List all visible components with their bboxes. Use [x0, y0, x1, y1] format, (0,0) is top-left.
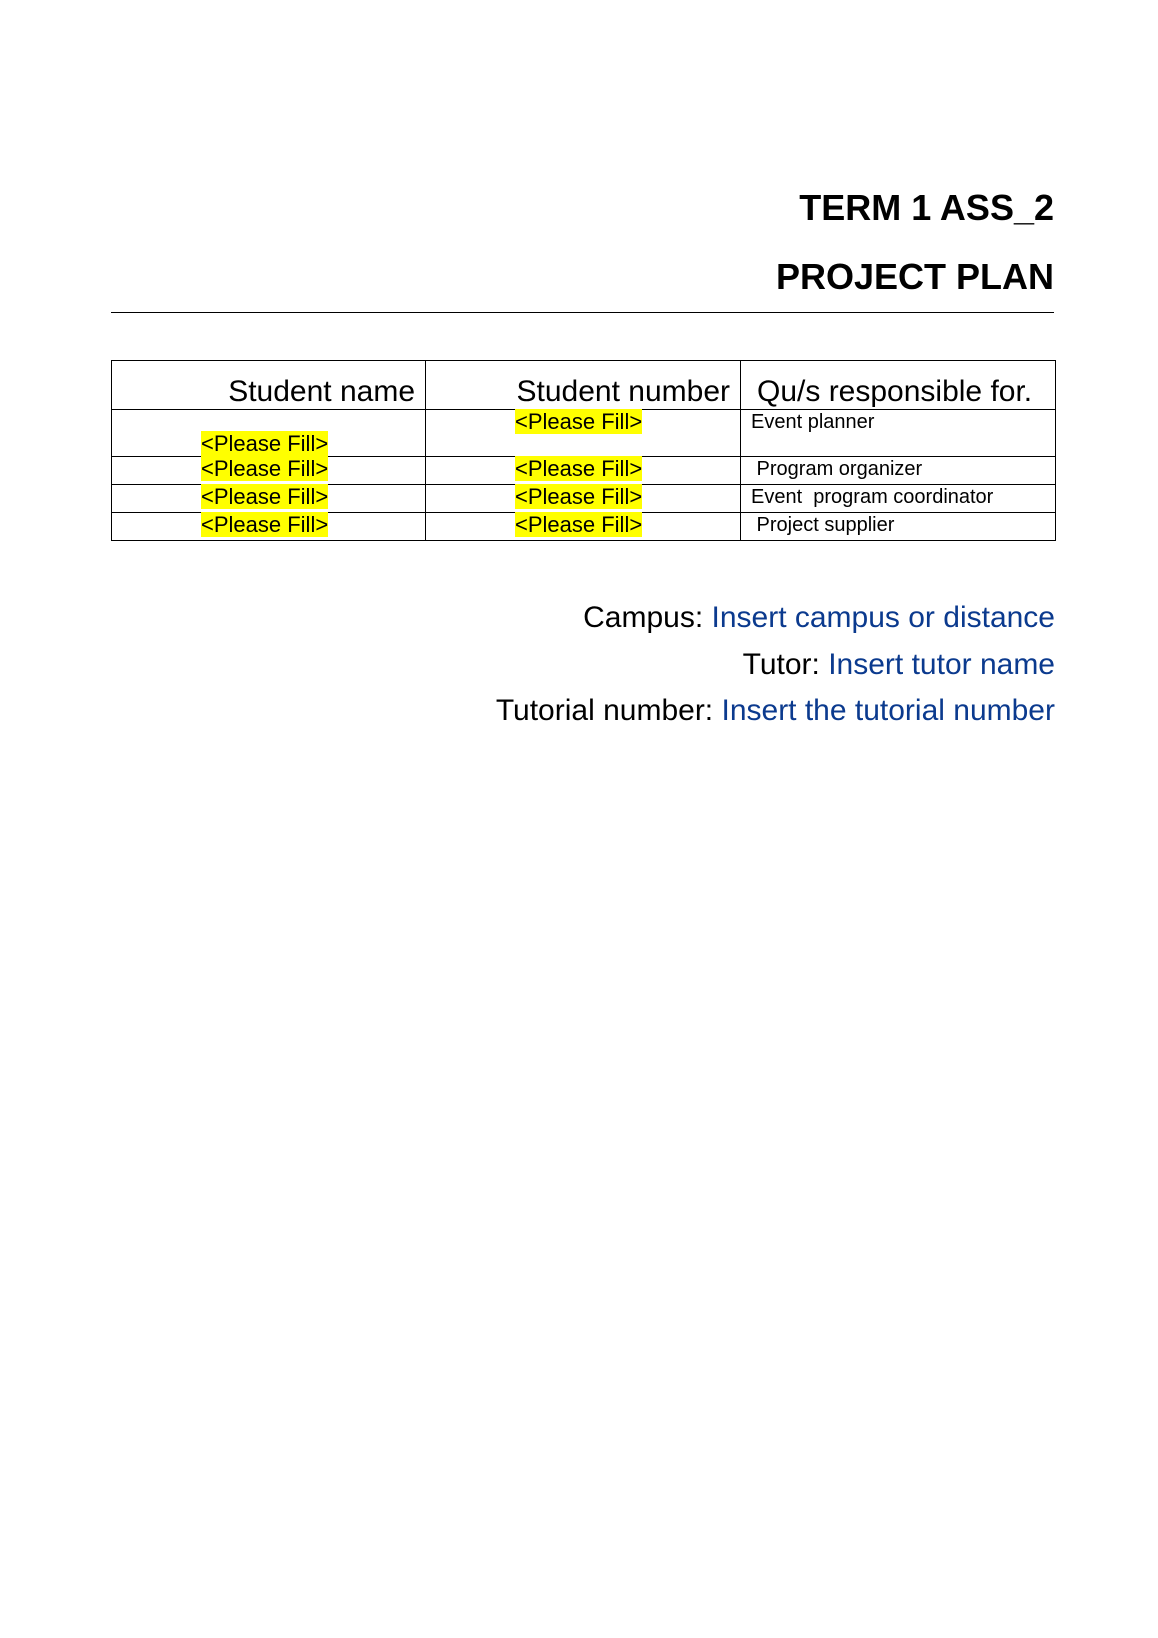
student-number-cell[interactable]: [426, 513, 741, 541]
student-name-cell[interactable]: [112, 513, 426, 541]
role-cell: Event planner: [741, 410, 1056, 457]
tutor-label: Tutor:: [742, 648, 829, 681]
campus-value[interactable]: Insert campus or distance: [711, 601, 1055, 634]
tutorial-value[interactable]: Insert the tutorial number: [721, 694, 1055, 727]
student-name-cell[interactable]: [112, 457, 426, 485]
student-table: [111, 360, 1056, 541]
campus-line: [111, 600, 1055, 636]
table-row: [112, 513, 1056, 541]
student-number-cell[interactable]: [426, 485, 741, 513]
campus-label: Campus:: [583, 601, 712, 634]
student-number-cell[interactable]: [426, 410, 741, 457]
student-number-placeholder[interactable]: <Please Fill>: [515, 484, 643, 509]
student-number-cell[interactable]: [426, 457, 741, 485]
student-name-cell[interactable]: [112, 410, 426, 457]
table-header-row: [112, 361, 1056, 410]
role-cell: Project supplier: [741, 513, 1056, 541]
student-name-placeholder[interactable]: <Please Fill>: [201, 512, 329, 537]
student-number-placeholder[interactable]: <Please Fill>: [515, 409, 643, 434]
tutor-value[interactable]: Insert tutor name: [828, 648, 1055, 681]
document-title: PROJECT PLAN: [775, 256, 1054, 297]
assignment-title: TERM 1 ASS_2: [799, 187, 1054, 228]
student-name-placeholder[interactable]: <Please Fill>: [201, 484, 329, 509]
tutorial-line: [111, 693, 1055, 729]
table-row: [112, 410, 1056, 457]
tutor-line: [111, 647, 1055, 683]
title-block: [111, 185, 1054, 313]
student-name-cell[interactable]: [112, 485, 426, 513]
header-student-number: Student number: [426, 361, 741, 410]
student-number-placeholder[interactable]: <Please Fill>: [515, 512, 643, 537]
header-questions: Qu/s responsible for.: [741, 361, 1056, 410]
tutorial-label: Tutorial number:: [495, 694, 722, 727]
student-number-placeholder[interactable]: <Please Fill>: [515, 456, 643, 481]
table-row: [112, 457, 1056, 485]
student-name-placeholder[interactable]: <Please Fill>: [201, 431, 329, 456]
role-cell: Program organizer: [741, 457, 1056, 485]
header-student-name: Student name: [112, 361, 426, 410]
student-name-placeholder[interactable]: <Please Fill>: [201, 456, 329, 481]
table-row: [112, 485, 1056, 513]
role-cell: Event program coordinator: [741, 485, 1056, 513]
